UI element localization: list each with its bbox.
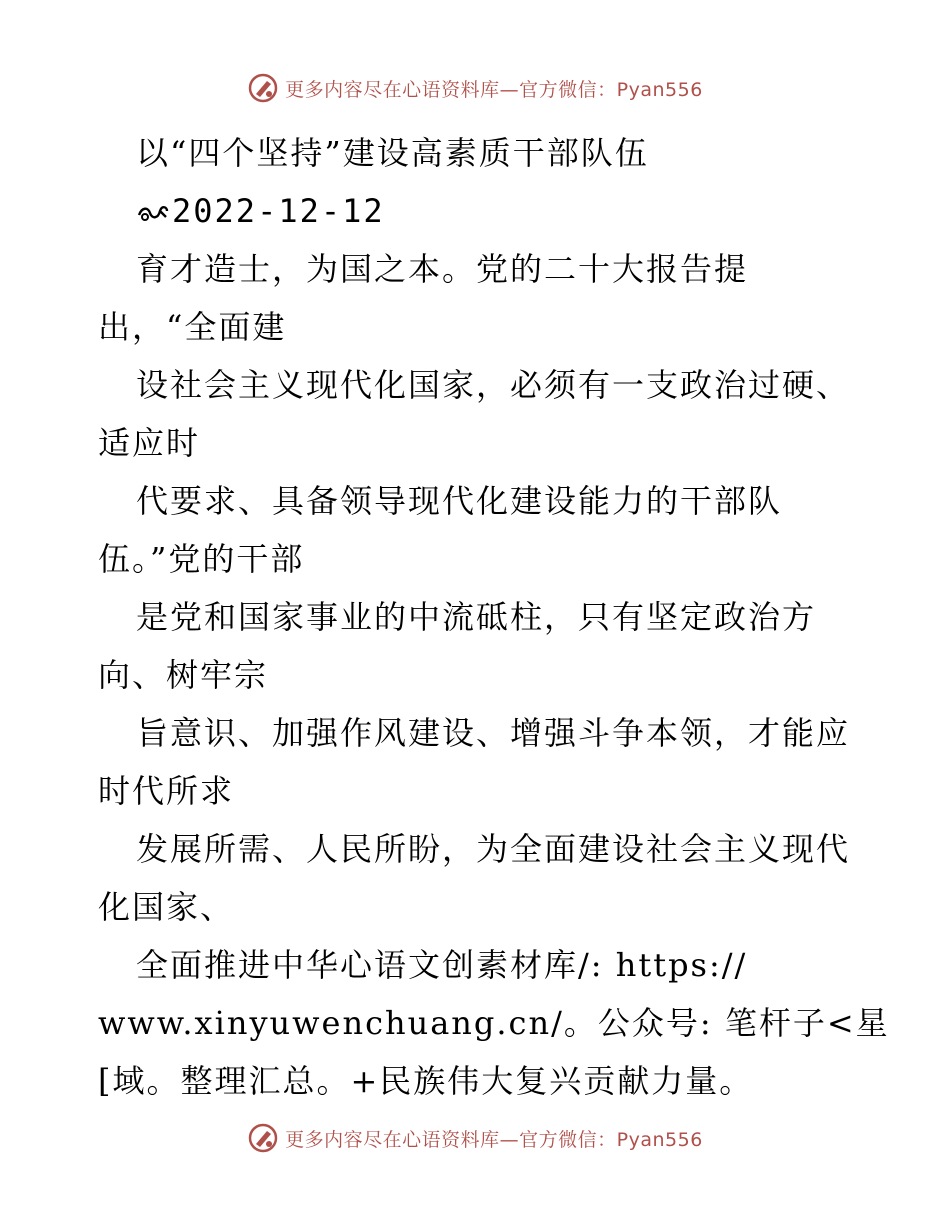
header-banner-text: 更多内容尽在心语资料库—官方微信：Pyan556	[285, 78, 703, 101]
paragraph-line: 代要求、具备领导现代化建设能力的干部队	[136, 482, 783, 520]
paragraph-line: 出，“全面建	[98, 308, 287, 346]
paragraph-line: www.xinyuwenchuang.cn/。公众号: 笔杆子<星	[98, 1004, 890, 1042]
paragraph-line: 化国家、	[98, 888, 235, 926]
paragraph-line: 发展所需、人民所盼，为全面建设社会主义现代	[136, 830, 851, 868]
article-title: 以“四个坚持”建设高素质干部队伍	[136, 134, 649, 172]
footer-banner	[0, 1122, 950, 1154]
paragraph-line: 是党和国家事业的中流砥柱，只有坚定政治方	[136, 598, 817, 636]
article-body	[98, 124, 888, 1110]
pen-seal-icon	[247, 1122, 279, 1154]
article-date: 2022-12-12	[172, 192, 385, 230]
paragraph-line: 适应时	[98, 424, 201, 462]
paragraph-line: 设社会主义现代化国家，必须有一支政治过硬、	[136, 366, 851, 404]
paragraph-line: 育才造士，为国之本。党的二十大报告提	[136, 250, 749, 288]
pen-seal-icon	[247, 72, 279, 104]
paragraph-line: 全面推进中华心语文创素材库/: https://	[136, 946, 748, 984]
article-date-line	[98, 182, 888, 240]
paragraph-line: 向、树牢宗	[98, 656, 269, 694]
header-banner	[0, 72, 950, 104]
paragraph-line: [域。整理汇总。+民族伟大复兴贡献力量。	[98, 1062, 754, 1100]
footer-banner-text: 更多内容尽在心语资料库—官方微信：Pyan556	[285, 1128, 703, 1151]
paragraph-line: 伍。”党的干部	[98, 540, 305, 578]
paragraph-line: 旨意识、加强作风建设、增强斗争本领，才能应	[136, 714, 851, 752]
paragraph-line: 时代所求	[98, 772, 235, 810]
ornament-icon	[136, 197, 170, 225]
